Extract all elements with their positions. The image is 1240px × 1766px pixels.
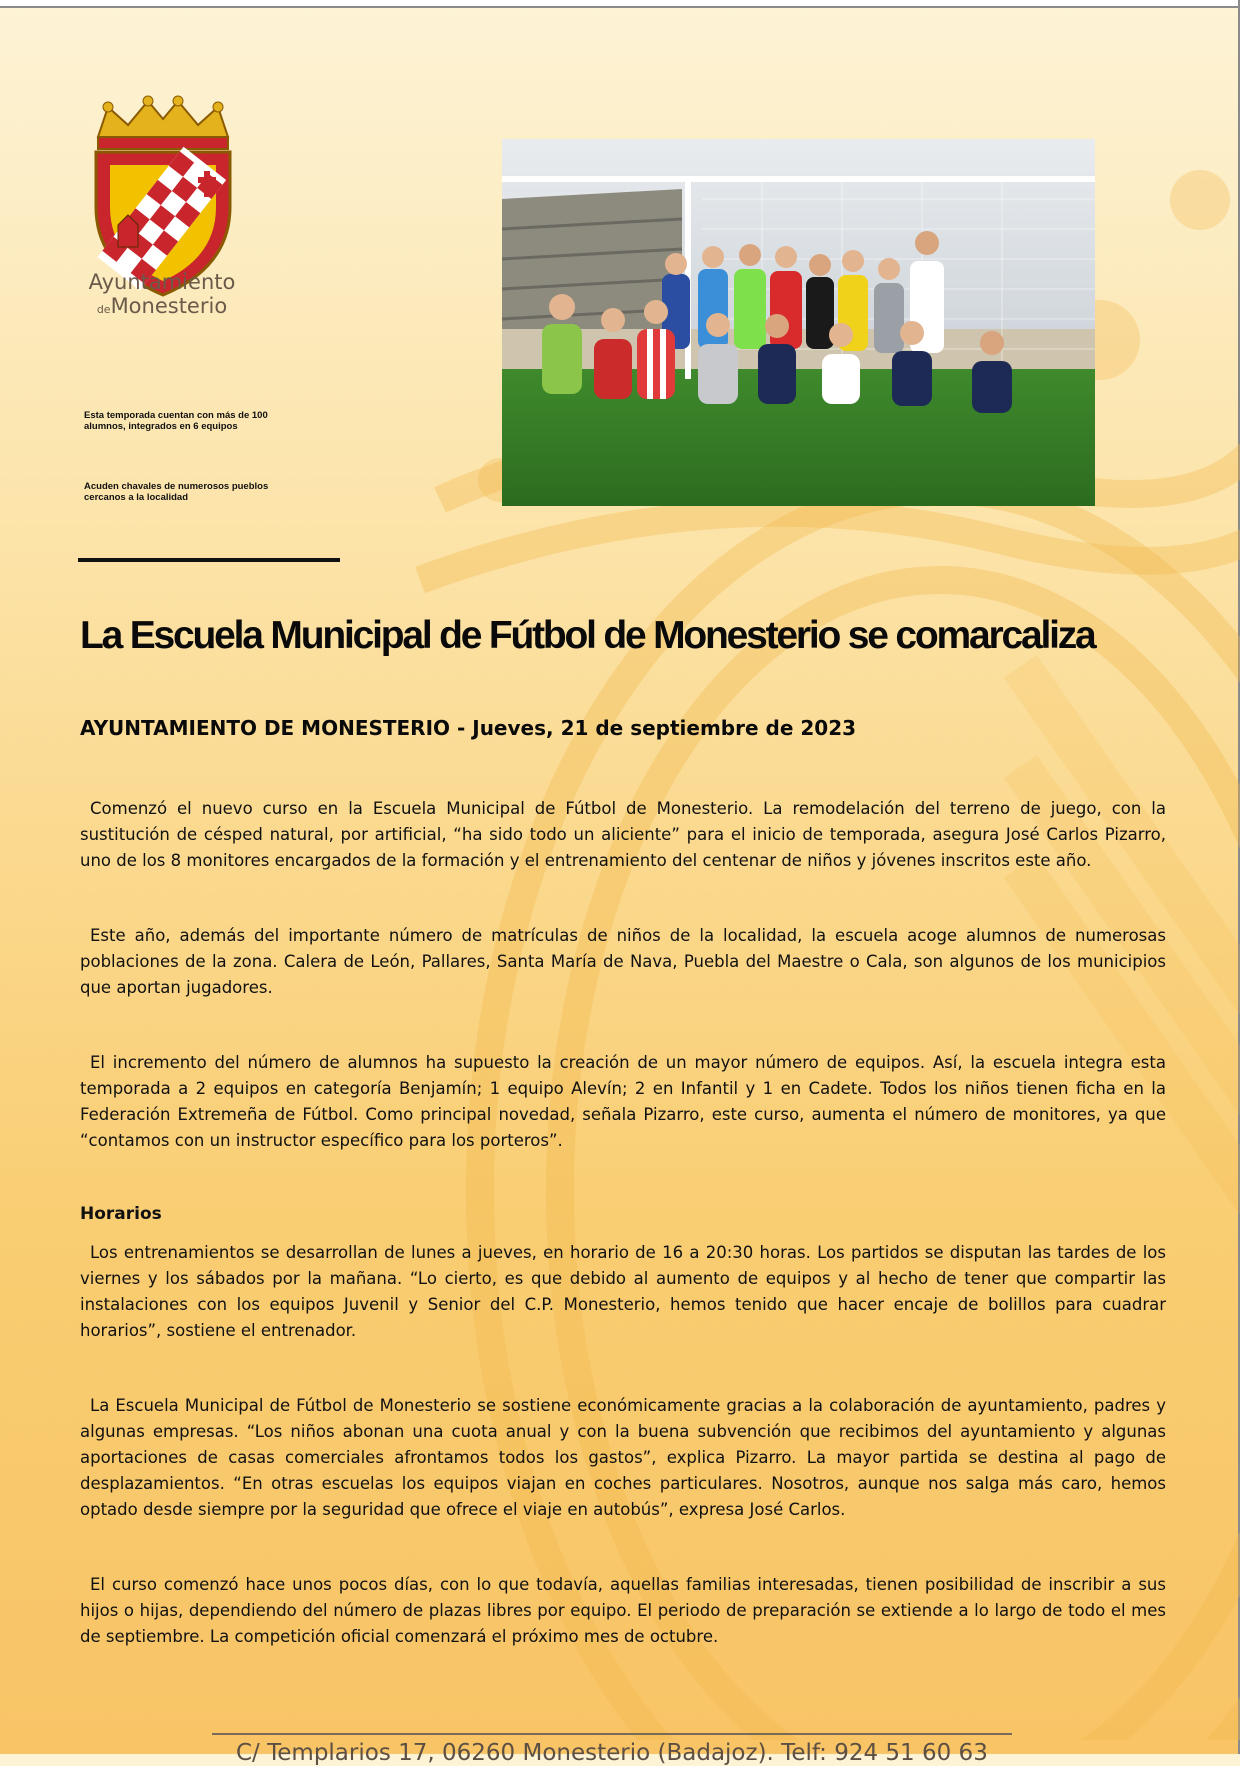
- photo-caption-2: Acuden chavales de numerosos pueblos cercanos a la localidad: [84, 481, 269, 503]
- article-paragraph: La Escuela Municipal de Fútbol de Monesterio se sostiene económicamente gracias a la colaboración de ayuntamiento, padres y algunas empresas. “Los niños abonan una cuota anual y con la buena subvención que recibimos del ayuntamiento y algunas aportaciones de casas comerciales afrontamos todos los gastos”, explica Pizarro. La mayor partida se destina al pago de desplazamientos. “En otras escuelas los equipos viajan en coches particulares. Nosotros, aunque nos salga más caro, hemos optado desde siempre por la seguridad que ofrece el viaje en autobús”, expresa José Carlos.: [80, 1396, 1166, 1519]
- page-top-border: [0, 0, 1240, 8]
- article-paragraph: Este año, además del importante número de matrículas de niños de la localidad, la escuela acoge alumnos de numerosas poblaciones de la zona. Calera de León, Pallares, Santa María de Nava, Puebla del Maestre o Cala, son algunos de los municipios que aportan jugadores.: [80, 926, 1166, 997]
- article-paragraph: El incremento del número de alumnos ha supuesto la creación de un mayor número de equipos. Así, la escuela integra esta temporada a 2 equipos en categoría Benjamín; 1 equipo Alevín; 2 en Infantil y 1 en Cadete. Todos los niños tienen ficha en la Federación Extremeña de Fútbol. Como principal novedad, señala Pizarro, este curso, aumenta el número de monitores, ya que “contamos con un instructor específico para los porteros”.: [80, 1053, 1166, 1150]
- logo-line-2: [76, 294, 248, 322]
- article-paragraph: Los entrenamientos se desarrollan de lunes a jueves, en horario de 16 a 20:30 horas. Los partidos se disputan las tardes de los viernes y los sábados por la mañana. “Lo cierto, es que debido al aumento de equipos y al hecho de tener que compartir las instalaciones con los equipos Juvenil y Senior del C.P. Monesterio, hemos tenido que hacer encaje de bolillos para cuadrar horarios”, sostiene el entrenador.: [80, 1243, 1166, 1340]
- footer-address: C/ Templarios 17, 06260 Monesterio (Badajoz). Telf: 924 51 60 63: [236, 1740, 988, 1766]
- logo-line-2-prefix: de: [96, 303, 111, 316]
- article-subheading: Horarios: [80, 1204, 162, 1224]
- article-dateline: AYUNTAMIENTO DE MONESTERIO - Jueves, 21 de septiembre de 2023: [80, 716, 857, 740]
- article-headline: La Escuela Municipal de Fútbol de Monesterio se comarcaliza: [80, 614, 1095, 657]
- photo-caption-1: Esta temporada cuentan con más de 100 alumnos, integrados en 6 equipos: [84, 410, 268, 432]
- footer-divider: [212, 1733, 1012, 1735]
- logo-line-2-name: Monesterio: [110, 294, 228, 318]
- article-paragraph: Comenzó el nuevo curso en la Escuela Municipal de Fútbol de Monesterio. La remodelación del terreno de juego, con la sustitución de césped natural, por artificial, “ha sido todo un aliciente” para el inicio de temporada, asegura José Carlos Pizarro, uno de los 8 monitores encargados de la formación y el entrenamiento del centenar de niños y jóvenes inscritos este año.: [80, 799, 1166, 870]
- football-team-photo: [502, 139, 1095, 506]
- section-divider: [78, 558, 340, 562]
- logo-wordmark: [76, 270, 248, 322]
- article-paragraph: El curso comenzó hace unos pocos días, con lo que todavía, aquellas familias interesadas, tienen posibilidad de inscribir a sus hijos o hijas, dependiendo del número de plazas libres por equipo. El periodo de preparación se extiende a lo largo de todo el mes de septiembre. La competición oficial comenzará el próximo mes de octubre.: [80, 1575, 1166, 1646]
- logo-line-1: Ayuntamiento: [88, 270, 236, 294]
